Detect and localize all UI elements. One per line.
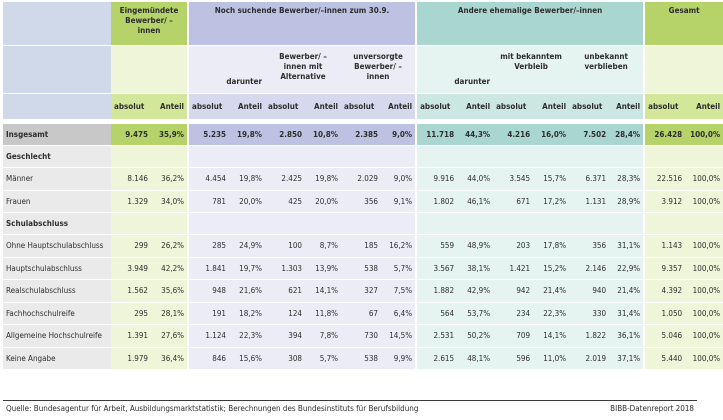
empty-cell [609, 213, 645, 235]
cell-absolut: 2.029 [341, 168, 381, 191]
cell-absolut: 1.822 [569, 325, 609, 348]
empty-cell [609, 146, 645, 168]
cell-anteil: 14,1% [305, 280, 341, 303]
cell-absolut: 191 [189, 303, 229, 326]
header-unversorgte: unversorgte Bewerber/ –innen [341, 46, 417, 94]
cell-anteil: 27,6% [151, 325, 189, 348]
header-anteil: Anteil [305, 94, 341, 120]
cell-absolut: 671 [493, 191, 533, 214]
cell-absolut: 327 [341, 280, 381, 303]
cell-absolut: 203 [493, 235, 533, 258]
cell-anteil: 20,0% [229, 191, 265, 214]
empty-cell [305, 213, 341, 235]
empty-cell [341, 213, 381, 235]
empty-cell [381, 213, 417, 235]
cell-anteil: 28,1% [151, 303, 189, 326]
footer-divider [3, 400, 697, 401]
cell-anteil: 53,7% [457, 303, 493, 326]
header-anteil: Anteil [151, 94, 189, 120]
cell-absolut: 5.440 [645, 348, 685, 371]
cell-anteil: 21,4% [533, 280, 569, 303]
empty-cell [265, 213, 305, 235]
empty-cell [229, 213, 265, 235]
cell-anteil: 21,4% [609, 280, 645, 303]
cell-anteil: 34,0% [151, 191, 189, 214]
cell-anteil: 9,0% [381, 168, 417, 191]
empty-cell [189, 146, 229, 168]
cell-absolut: 8.146 [111, 168, 151, 191]
cell-absolut: 9.357 [645, 258, 685, 281]
cell-anteil: 15,7% [533, 168, 569, 191]
cell-absolut: 285 [189, 235, 229, 258]
cell-absolut: 2.019 [569, 348, 609, 371]
cell-absolut: 2.146 [569, 258, 609, 281]
cell-anteil: 100,0% [685, 280, 723, 303]
table-row [3, 348, 723, 371]
cell-absolut: 2.425 [265, 168, 305, 191]
cell-absolut: 22.516 [645, 168, 685, 191]
cell-anteil: 36,1% [609, 325, 645, 348]
header-row-groups [3, 2, 723, 46]
cell-anteil: 15,2% [533, 258, 569, 281]
cell-absolut: 3.545 [493, 168, 533, 191]
cell-absolut: 67 [341, 303, 381, 326]
cell-absolut: 9.916 [417, 168, 457, 191]
empty-cell [569, 146, 609, 168]
cell-anteil: 24,9% [229, 235, 265, 258]
cell-absolut: 5.046 [645, 325, 685, 348]
cell-absolut: 234 [493, 303, 533, 326]
cell-absolut: 1.841 [189, 258, 229, 281]
empty-cell [189, 213, 229, 235]
cell-anteil: 46,1% [457, 191, 493, 214]
header-noch-suchende: Noch suchende Bewerber/–innen zum 30.9. [189, 2, 417, 46]
section-header-row [3, 146, 723, 168]
cell-anteil: 100,0% [685, 303, 723, 326]
row-label: Keine Angabe [3, 348, 111, 371]
cell-anteil: 21,6% [229, 280, 265, 303]
row-label: Männer [3, 168, 111, 191]
cell-anteil: 17,2% [533, 191, 569, 214]
cell-absolut: 185 [341, 235, 381, 258]
cell-absolut: 942 [493, 280, 533, 303]
cell-absolut: 846 [189, 348, 229, 371]
empty-cell [305, 146, 341, 168]
cell-anteil: 7,5% [381, 280, 417, 303]
empty-cell [533, 213, 569, 235]
table-row [3, 258, 723, 281]
row-label: Frauen [3, 191, 111, 214]
table-body [3, 120, 723, 370]
empty-cell [533, 146, 569, 168]
cell-anteil: 48,1% [457, 348, 493, 371]
cell-absolut: 1.303 [265, 258, 305, 281]
report-credit: BIBB-Datenreport 2018 [610, 404, 694, 413]
section-title: Schulabschluss [3, 213, 111, 235]
header-gesamt: Gesamt [645, 2, 723, 46]
cell-anteil: 16,0% [533, 124, 569, 146]
cell-absolut: 4.392 [645, 280, 685, 303]
empty-cell [569, 213, 609, 235]
cell-anteil: 20,0% [305, 191, 341, 214]
header-absolut: absolut [569, 94, 609, 120]
empty-cell [645, 213, 685, 235]
cell-anteil: 100,0% [685, 191, 723, 214]
cell-absolut: 124 [265, 303, 305, 326]
empty-cell [645, 146, 685, 168]
empty-cell [685, 146, 723, 168]
cell-absolut: 9.475 [111, 124, 151, 146]
header-bekannter-verbleib: mit bekanntem Verbleib [493, 46, 569, 94]
header-anteil: Anteil [229, 94, 265, 120]
table-row [3, 280, 723, 303]
cell-anteil: 35,6% [151, 280, 189, 303]
cell-anteil: 9,0% [381, 124, 417, 146]
cell-anteil: 7,8% [305, 325, 341, 348]
header-darunter-1: darunter [189, 46, 265, 94]
cell-anteil: 42,9% [457, 280, 493, 303]
cell-anteil: 36,2% [151, 168, 189, 191]
table-row [3, 325, 723, 348]
cell-absolut: 356 [569, 235, 609, 258]
cell-anteil: 36,4% [151, 348, 189, 371]
row-label: Insgesamt [3, 124, 111, 146]
cell-absolut: 730 [341, 325, 381, 348]
cell-anteil: 18,2% [229, 303, 265, 326]
header-absolut: absolut [111, 94, 151, 120]
cell-absolut: 295 [111, 303, 151, 326]
cell-anteil: 19,8% [229, 168, 265, 191]
cell-anteil: 6,4% [381, 303, 417, 326]
cell-anteil: 10,8% [305, 124, 341, 146]
cell-anteil: 22,3% [229, 325, 265, 348]
cell-anteil: 28,9% [609, 191, 645, 214]
cell-anteil: 100,0% [685, 348, 723, 371]
table-row [3, 168, 723, 191]
cell-absolut: 308 [265, 348, 305, 371]
cell-absolut: 709 [493, 325, 533, 348]
cell-absolut: 3.949 [111, 258, 151, 281]
empty-cell [381, 146, 417, 168]
cell-anteil: 35,9% [151, 124, 189, 146]
cell-absolut: 948 [189, 280, 229, 303]
header-absolut: absolut [189, 94, 229, 120]
cell-absolut: 1.882 [417, 280, 457, 303]
cell-absolut: 596 [493, 348, 533, 371]
cell-absolut: 2.531 [417, 325, 457, 348]
header-absolut: absolut [645, 94, 685, 120]
cell-absolut: 356 [341, 191, 381, 214]
total-row [3, 124, 723, 146]
cell-anteil: 42,2% [151, 258, 189, 281]
empty-cell [457, 213, 493, 235]
header-corner [3, 2, 111, 46]
empty-cell [229, 146, 265, 168]
cell-absolut: 1.979 [111, 348, 151, 371]
cell-anteil: 100,0% [685, 168, 723, 191]
empty-cell [417, 146, 457, 168]
cell-absolut: 394 [265, 325, 305, 348]
cell-anteil: 26,2% [151, 235, 189, 258]
cell-absolut: 1.143 [645, 235, 685, 258]
cell-anteil: 14,1% [533, 325, 569, 348]
empty-cell [457, 146, 493, 168]
bewerber-table [3, 2, 723, 370]
table-row [3, 191, 723, 214]
cell-anteil: 9,1% [381, 191, 417, 214]
cell-anteil: 17,8% [533, 235, 569, 258]
cell-absolut: 26.428 [645, 124, 685, 146]
cell-absolut: 621 [265, 280, 305, 303]
cell-absolut: 2.385 [341, 124, 381, 146]
cell-absolut: 11.718 [417, 124, 457, 146]
cell-anteil: 38,1% [457, 258, 493, 281]
header-anteil: Anteil [381, 94, 417, 120]
cell-absolut: 4.454 [189, 168, 229, 191]
table-row [3, 303, 723, 326]
cell-anteil: 11,0% [533, 348, 569, 371]
cell-absolut: 940 [569, 280, 609, 303]
cell-absolut: 6.371 [569, 168, 609, 191]
cell-absolut: 100 [265, 235, 305, 258]
cell-absolut: 3.567 [417, 258, 457, 281]
empty-cell [151, 213, 189, 235]
source-note: Quelle: Bundesagentur für Arbeit, Ausbildungsmarktstatistik; Berechnungen des Bundesinstituts für Berufsbildung [6, 404, 419, 413]
header-absolut: absolut [493, 94, 533, 120]
row-label: Fachhochschulreife [3, 303, 111, 326]
cell-absolut: 2.615 [417, 348, 457, 371]
header-anteil: Anteil [533, 94, 569, 120]
row-label: Ohne Hauptschulabschluss [3, 235, 111, 258]
empty-cell [493, 146, 533, 168]
header-row-units [3, 94, 723, 120]
section-header-row [3, 213, 723, 235]
header-absolut: absolut [265, 94, 305, 120]
cell-anteil: 22,3% [533, 303, 569, 326]
row-label: Allgemeine Hochschulreife [3, 325, 111, 348]
cell-anteil: 37,1% [609, 348, 645, 371]
cell-absolut: 538 [341, 258, 381, 281]
empty-cell [417, 213, 457, 235]
cell-anteil: 11,8% [305, 303, 341, 326]
header-anteil: Anteil [609, 94, 645, 120]
cell-absolut: 330 [569, 303, 609, 326]
cell-absolut: 1.562 [111, 280, 151, 303]
cell-anteil: 14,5% [381, 325, 417, 348]
cell-anteil: 5,7% [381, 258, 417, 281]
empty-cell [341, 146, 381, 168]
cell-anteil: 28,4% [609, 124, 645, 146]
header-absolut: absolut [341, 94, 381, 120]
header-anteil: Anteil [457, 94, 493, 120]
cell-anteil: 31,4% [609, 303, 645, 326]
cell-absolut: 1.329 [111, 191, 151, 214]
empty-cell [111, 146, 151, 168]
cell-anteil: 28,3% [609, 168, 645, 191]
cell-anteil: 31,1% [609, 235, 645, 258]
cell-absolut: 1.421 [493, 258, 533, 281]
row-label: Hauptschulabschluss [3, 258, 111, 281]
cell-anteil: 13,9% [305, 258, 341, 281]
cell-anteil: 100,0% [685, 124, 723, 146]
empty-cell [685, 213, 723, 235]
header-absolut: absolut [417, 94, 457, 120]
row-label: Realschulabschluss [3, 280, 111, 303]
header-mit-alternative: Bewerber/ –innen mit Alternative [265, 46, 341, 94]
empty-cell [111, 213, 151, 235]
cell-anteil: 15,6% [229, 348, 265, 371]
cell-anteil: 44,0% [457, 168, 493, 191]
header-row-subgroups [3, 46, 723, 94]
cell-anteil: 100,0% [685, 258, 723, 281]
cell-anteil: 19,7% [229, 258, 265, 281]
empty-cell [151, 146, 189, 168]
cell-anteil: 100,0% [685, 235, 723, 258]
cell-anteil: 19,8% [229, 124, 265, 146]
cell-absolut: 3.912 [645, 191, 685, 214]
header-unbekannt-verblieben: unbekannt verblieben [569, 46, 645, 94]
cell-absolut: 7.502 [569, 124, 609, 146]
cell-anteil: 8,7% [305, 235, 341, 258]
header-andere-ehemalige: Andere ehemalige Bewerber/–innen [417, 2, 645, 46]
cell-absolut: 1.050 [645, 303, 685, 326]
cell-anteil: 16,2% [381, 235, 417, 258]
header-anteil: Anteil [685, 94, 723, 120]
cell-anteil: 48,9% [457, 235, 493, 258]
cell-anteil: 9,9% [381, 348, 417, 371]
section-title: Geschlecht [3, 146, 111, 168]
cell-absolut: 1.124 [189, 325, 229, 348]
cell-anteil: 50,2% [457, 325, 493, 348]
cell-absolut: 1.131 [569, 191, 609, 214]
cell-absolut: 538 [341, 348, 381, 371]
cell-absolut: 781 [189, 191, 229, 214]
cell-anteil: 5,7% [305, 348, 341, 371]
cell-absolut: 564 [417, 303, 457, 326]
cell-anteil: 44,3% [457, 124, 493, 146]
cell-anteil: 19,8% [305, 168, 341, 191]
cell-absolut: 559 [417, 235, 457, 258]
cell-anteil: 22,9% [609, 258, 645, 281]
cell-anteil: 100,0% [685, 325, 723, 348]
cell-absolut: 1.802 [417, 191, 457, 214]
cell-absolut: 299 [111, 235, 151, 258]
empty-cell [265, 146, 305, 168]
header-eingemuendete: Eingemündete Bewerber/ –innen [111, 2, 189, 46]
header-darunter-2: darunter [417, 46, 493, 94]
table-row [3, 235, 723, 258]
empty-cell [493, 213, 533, 235]
cell-absolut: 5.235 [189, 124, 229, 146]
cell-absolut: 2.850 [265, 124, 305, 146]
cell-absolut: 4.216 [493, 124, 533, 146]
cell-absolut: 425 [265, 191, 305, 214]
cell-absolut: 1.391 [111, 325, 151, 348]
